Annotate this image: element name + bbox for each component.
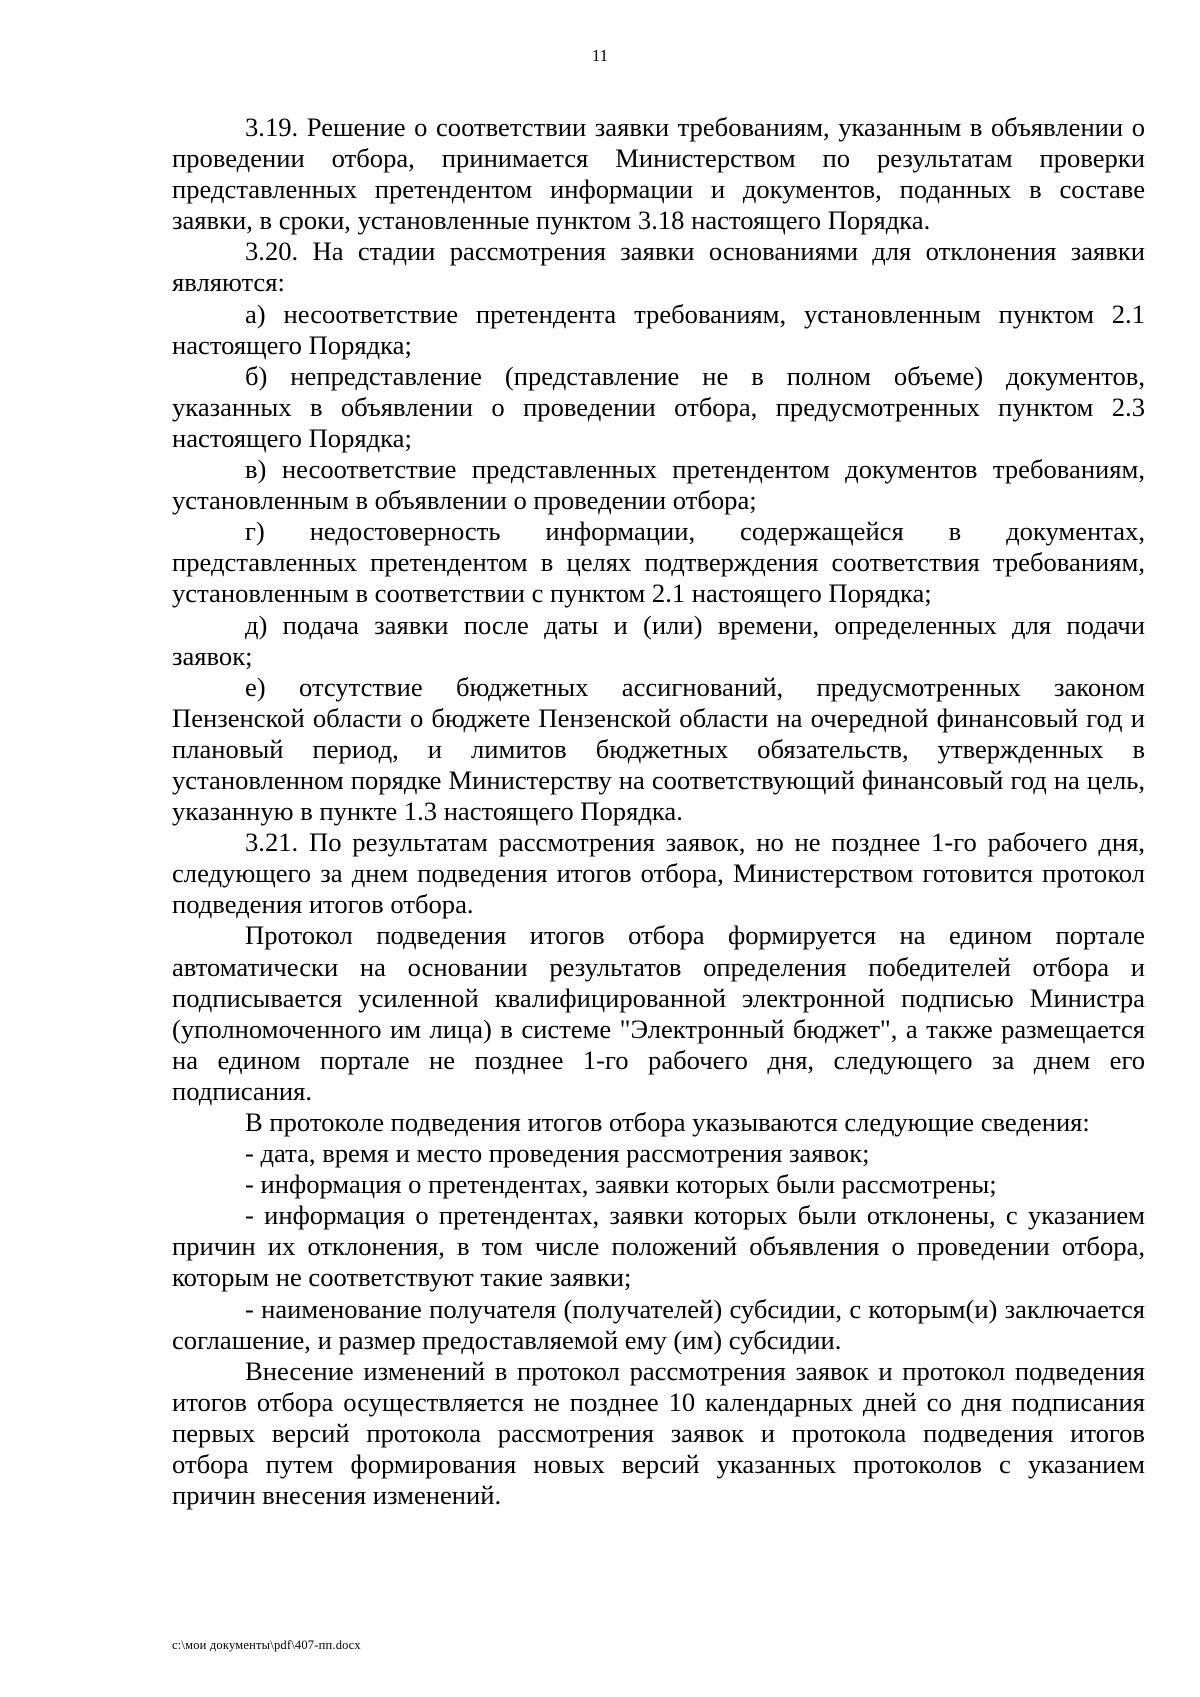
list-item-v: в) несоответствие представленных претендентом документов требованиям, установленным в объявлении о проведении отбора; [172, 454, 1145, 516]
paragraph-3-19: 3.19. Решение о соответствии заявки требованиям, указанным в объявлении о проведении отбора, принимается Министерством по результатам проверки представленных претендентом информации и документов, поданных в составе заявки, в сроки, установленные пунктом 3.18 настоящего Порядка. [172, 112, 1145, 236]
paragraph-protocol-contents: В протоколе подведения итогов отбора указываются следующие сведения: [245, 1107, 1090, 1137]
list-item-b: б) непредставление (представление не в полном объеме) документов, указанных в объявлении о проведении отбора, предусмотренных пунктом 2.3 настоящего Порядка; [172, 360, 1145, 453]
dash-item-rejected-applicants: - информация о претендентах, заявки которых были отклонены, с указанием причин их отклонения, в том числе положений объявления о проведении отбора, которым не соответствуют такие заявки; [172, 1200, 1145, 1293]
dash-item-date-time-place: - дата, время и место проведения рассмотрения заявок; [245, 1138, 870, 1169]
paragraph-protocol-amendments: Внесение изменений в протокол рассмотрения заявок и протокол подведения итогов отбора осуществляется не позднее 10 календарных дней со дня подписания первых версий протокола рассмотрения заявок и протокола подведения итогов отбора путем формирования новых версий указанных протоколов с указанием причин внесения изменений. [172, 1355, 1145, 1511]
dash-item-recipient-name: - наименование получателя (получателей) субсидии, с которым(и) заключается соглашение, и размер предоставляемой ему (им) субсидии. [172, 1293, 1145, 1355]
page-number: 11 [591, 46, 609, 65]
list-item-d: д) подача заявки после даты и (или) времени, определенных для подачи заявок; [172, 609, 1145, 671]
paragraph-protocol-formation: Протокол подведения итогов отбора формируется на едином портале автоматически на основании результатов определения победителей отбора и подписывается усиленной квалифицированной электронной подписью Министра (уполномоченного им лица) в системе "Электронный бюджет", а также размещается на едином портале не позднее 1-го рабочего дня, следующего за днем его подписания. [172, 920, 1145, 1106]
list-item-e: е) отсутствие бюджетных ассигнований, предусмотренных законом Пензенской области о бюджете Пензенской области на очередной финансовый год и плановый период, и лимитов бюджетных обязательств, утвержденных в установленном порядке Министерству на соответствующий финансовый год на цель, указанную в пункте 1.3 настоящего Порядка. [172, 671, 1145, 827]
list-item-a: а) несоответствие претендента требованиям, установленным пунктом 2.1 настоящего Порядка; [172, 298, 1145, 360]
paragraph-3-20: 3.20. На стадии рассмотрения заявки основаниями для отклонения заявки являются: [172, 236, 1145, 298]
list-item-g: г) недостоверность информации, содержащейся в документах, представленных претендентом в целях подтверждения соответствия требованиям, установленным в соответствии с пунктом 2.1 настоящего Порядка; [172, 516, 1145, 609]
footer-file-path: c:\мои документы\pdf\407-пп.docx [172, 1638, 361, 1652]
document-body [172, 112, 1145, 1511]
dash-item-reviewed-applicants: - информация о претендентах, заявки которых были рассмотрены; [245, 1169, 997, 1200]
paragraph-3-21: 3.21. По результатам рассмотрения заявок, но не позднее 1-го рабочего дня, следующего за днем подведения итогов отбора, Министерством готовится протокол подведения итогов отбора. [172, 827, 1145, 920]
